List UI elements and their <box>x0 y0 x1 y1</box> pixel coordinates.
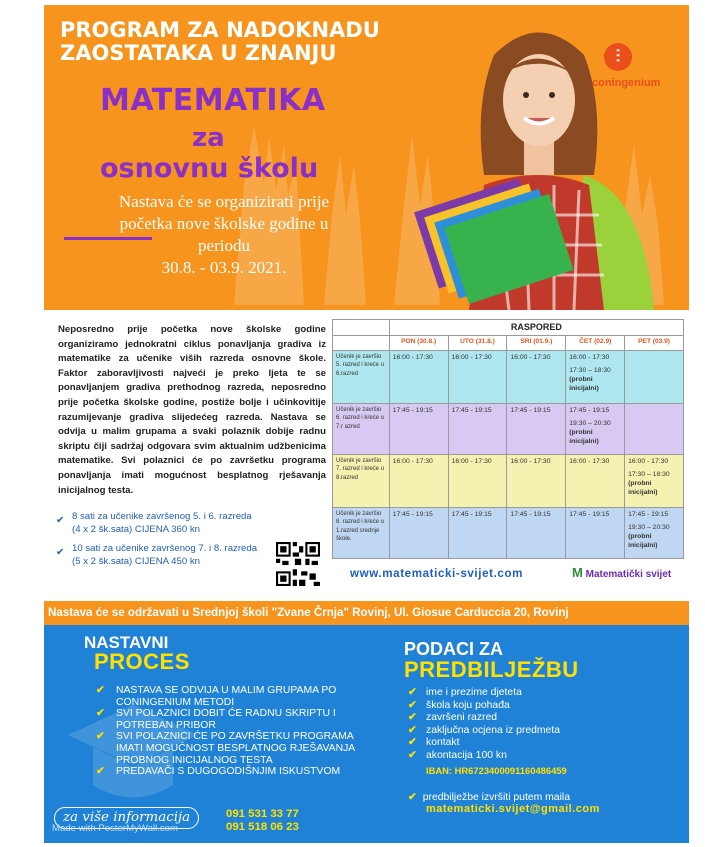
schedule-extra <box>569 419 621 446</box>
intro-text <box>74 191 374 279</box>
registration-item-text: škola koju pohađa <box>426 699 510 711</box>
schedule-extra-time: 19:30 – 20:30 <box>569 419 611 427</box>
program-title-line1: PROGRAM ZA NADOKNADU <box>60 18 380 42</box>
schedule-extra-time: 17:30 – 18:30 <box>628 470 670 478</box>
price-item <box>56 511 316 536</box>
za-heading: za <box>192 123 225 153</box>
schedule-table <box>332 319 684 559</box>
schedule-row-label: Učenik je završio 6. razred i kreće u 7.r azred <box>333 403 390 454</box>
location-strip <box>44 601 689 625</box>
schedule-cell: 17:45 - 19:15 <box>566 507 625 558</box>
schedule-row <box>333 454 684 507</box>
schedule-extra-note: (probni inicijalni) <box>569 375 599 392</box>
checkmark-icon: ✔ <box>408 792 417 803</box>
checkmark-icon: ✔ <box>408 712 417 724</box>
watermark: Made with PosterMyWall.com <box>52 823 178 834</box>
schedule-cell-time: 17:45 - 19:15 <box>628 510 669 518</box>
schedule-title: RASPORED <box>389 320 683 336</box>
schedule-cell: 16:00 - 17:30 <box>448 350 507 403</box>
registration-note-text: predbilježbe izvršiti putem maila <box>422 792 570 803</box>
registration-item <box>408 700 678 713</box>
poster <box>44 5 689 843</box>
registration-item <box>408 737 678 750</box>
schedule-cell: 16:00 - 17:30 <box>448 454 507 507</box>
checkmark-icon: ✔ <box>96 708 105 720</box>
schedule-cell <box>566 350 625 403</box>
registration-item-text: zaključna ocjena iz predmeta <box>426 724 560 736</box>
registration-heading-line2: PREDBILJEŽBU <box>404 657 579 682</box>
process-item <box>94 766 374 778</box>
schedule-corner <box>333 320 390 336</box>
schedule-row <box>333 350 684 403</box>
schedule-day-header: PET (03.9) <box>625 335 684 350</box>
schedule-cell: 17:45 - 19:15 <box>389 403 448 454</box>
registration-item <box>408 725 678 738</box>
checkmark-icon: ✔ <box>408 699 417 711</box>
schedule-corner <box>333 335 390 350</box>
price-line2: (4 x 2 šk.sata) CIJENA 360 kn <box>72 523 200 535</box>
checkmark-icon: ✔ <box>96 766 105 778</box>
registration-item-text: kontakt <box>426 737 460 749</box>
schedule-extra-time: 17:30 – 18:30 <box>569 366 611 374</box>
schedule-cell: 17:45 - 19:15 <box>507 507 566 558</box>
accent-underline <box>64 237 152 240</box>
checkmark-icon: ✔ <box>56 515 65 526</box>
checkmark-icon: ✔ <box>56 547 65 558</box>
schedule-cell-time: 16:00 - 17:30 <box>628 457 669 465</box>
price-line2: (5 x 2 šk.sata) CIJENA 450 kn <box>72 555 200 567</box>
schedule-cell-time: 16:00 - 17:30 <box>569 353 610 361</box>
top-banner <box>44 5 689 310</box>
schedule-cell: 16:00 - 17:30 <box>566 454 625 507</box>
schedule-day-header: ČET (02.9) <box>566 335 625 350</box>
phone-numbers <box>226 808 299 834</box>
schedule-cell: 17:45 - 19:15 <box>507 403 566 454</box>
intro-line3: periodu <box>198 236 250 255</box>
price-line1: 10 sati za učenike završenog 7. i 8. razreda <box>72 543 258 554</box>
schedule-row-label: Učenik je završio 7. razred i kreće u 8.razred <box>333 454 390 507</box>
checkmark-icon: ✔ <box>408 737 417 749</box>
intro-line2: početka nove školske godine u <box>119 214 329 233</box>
schedule-cell: 16:00 - 17:30 <box>389 350 448 403</box>
school-heading: osnovnu školu <box>100 153 319 184</box>
iban-text: IBAN: HR6723400091160486459 <box>426 765 567 776</box>
schedule-extra-time: 19:30 – 20:30 <box>628 523 670 531</box>
matematicki-svijet-logo <box>572 565 671 580</box>
email-link[interactable]: matematicki.svijet@gmail.com <box>426 803 600 815</box>
qr-code-icon <box>276 542 320 586</box>
process-heading-line1: NASTAVNI <box>84 633 169 652</box>
registration-item-text: akontacija 100 kn <box>426 749 507 761</box>
process-item <box>94 731 374 766</box>
registration-note <box>408 791 570 803</box>
bottom-section <box>44 625 689 843</box>
schedule-extra <box>569 366 621 393</box>
schedule-cell: 17:45 - 19:15 <box>389 507 448 558</box>
schedule-row-label: Učenik je završio 5. razred i kreće u 6.razred <box>333 350 390 403</box>
subject-heading: MATEMATIKA <box>100 83 326 118</box>
process-heading-line2: PROCES <box>94 649 190 674</box>
schedule-cell: 17:45 - 19:15 <box>448 403 507 454</box>
schedule-row <box>333 403 684 454</box>
process-item <box>94 708 374 731</box>
schedule-cell: 17:45 - 19:15 <box>448 507 507 558</box>
schedule-cell <box>625 403 684 454</box>
registration-item-text: završeni razred <box>426 712 498 724</box>
checkmark-icon: ✔ <box>96 731 105 743</box>
checkmark-icon: ✔ <box>408 687 417 698</box>
schedule-cell: 16:00 - 17:30 <box>389 454 448 507</box>
schedule-extra-note: (probni inicijalni) <box>628 532 658 549</box>
coningenium-logo-text: coningenium <box>592 77 661 89</box>
checkmark-icon: ✔ <box>408 749 417 761</box>
program-title <box>60 19 440 65</box>
more-info-badge: za više informacija <box>54 807 199 829</box>
schedule-cell: 16:00 - 17:30 <box>507 454 566 507</box>
process-list <box>94 685 374 778</box>
intro-line1: Nastava će se organizirati prije <box>118 192 330 211</box>
checkmark-icon: ✔ <box>96 685 105 696</box>
process-item-text: NASTAVA SE ODVIJA U MALIM GRUPAMA PO CONINGENIUM METODI <box>116 685 337 708</box>
schedule-cell: 16:00 - 17:30 <box>507 350 566 403</box>
registration-item <box>408 687 678 700</box>
location-text: Nastava će se održavati u Srednjoj školi "Zvane Črnja" Rovinj, Ul. Giosue Carduccia 20, Rovinj <box>48 606 569 619</box>
registration-heading-line1: PODACI ZA <box>404 639 503 659</box>
process-item-text: SVI POLAZNICI DOBIT ĆE RADNU SKRIPTU I POTREBAN PRIBOR <box>116 708 336 731</box>
schedule-cell-time: 17:45 - 19:15 <box>569 406 610 414</box>
process-item-text: SVI POLAZNICI ĆE PO ZAVRŠETKU PROGRAMA IMATI MOGUĆNOST BESPLATNOG RJEŠAVANJA PROBNOG INICIJALNOG TESTA <box>116 731 355 766</box>
schedule-cell <box>625 350 684 403</box>
registration-item <box>408 750 678 763</box>
checkmark-icon: ✔ <box>408 724 417 736</box>
schedule-day-header: UTO (31.8.) <box>448 335 507 350</box>
website-link[interactable]: www.matematicki-svijet.com <box>350 567 524 580</box>
schedule-row <box>333 507 684 558</box>
registration-item <box>408 712 678 725</box>
coningenium-logo <box>592 43 662 103</box>
schedule-row-label: Učenik je završio 8. razred i kreće u 1.razred srednje škole. <box>333 507 390 558</box>
intro-dates: 30.8. - 03.9. 2021. <box>161 258 287 277</box>
phone-link[interactable]: 091 531 33 77 <box>226 808 299 820</box>
schedule-day-header: PON (30.8.) <box>389 335 448 350</box>
registration-item-text: ime i prezime djeteta <box>426 687 522 698</box>
program-title-line2: ZAOSTATAKA U ZNANJU <box>60 41 337 65</box>
phone-link[interactable]: 091 518 06 23 <box>226 821 299 833</box>
brand-m-icon: M <box>572 565 583 580</box>
process-item-text: PREDAVAČI S DUGOGODIŠNJIM ISKUSTVOM <box>116 766 341 778</box>
schedule-extra <box>628 523 680 550</box>
schedule-extra-note: (probni inicijalni) <box>628 479 658 496</box>
schedule-cell <box>625 507 684 558</box>
process-item <box>94 685 374 708</box>
price-line1: 8 sati za učenike završenog 5. i 6. razreda <box>72 511 252 522</box>
coningenium-logo-icon: ⵗ <box>604 43 632 71</box>
schedule-cell <box>566 403 625 454</box>
schedule-day-header: SRI (01.9.) <box>507 335 566 350</box>
schedule-extra-note: (probni inicijalni) <box>569 428 599 445</box>
schedule-extra <box>628 470 680 497</box>
brand-name: Matematički svijet <box>585 569 672 580</box>
registration-list <box>408 687 678 763</box>
program-description: Neposredno prije početka nove školske godine organiziramo jednokratni ciklus ponavljanja gradiva iz matematike za učenike viših razreda osnovne škole. Faktor zaboravljivosti najveći je preko ljeta te se ponavljanjem gradiva prethodnog razreda, neposredno prije početka školske godine, postiže bolje i učinkovitije razumijevanje gradiva slijedećeg razreda. Nastava se odvija u malim grupama a svaki polaznik dobije radnu skriptu čiji sadržaj odgovara svim aktualnim udžbenicima matematike. Svi polaznici će po završetku programa ponavljanja imati mogućnost besplatnog rješavanja inicijalnog testa. <box>58 324 326 496</box>
schedule-cell <box>625 454 684 507</box>
